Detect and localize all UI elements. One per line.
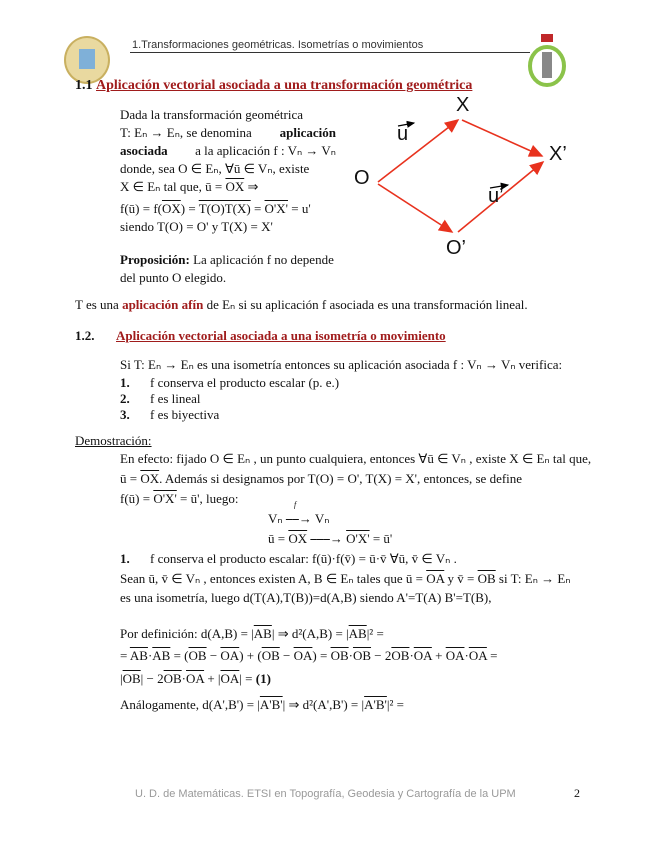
text-segment: − (206, 648, 221, 663)
footer-text: U. D. de Matemáticas. ETSI en Topografía, Geodesia y Cartografía de la UPM (135, 788, 516, 800)
text-segment: Análogamente, d(A',B') = | (120, 697, 260, 712)
text-segment: ) = (180, 201, 199, 216)
text-segment: · (409, 648, 414, 663)
label-x-prime: X’ (549, 143, 567, 165)
text-segment: O'X' (346, 531, 370, 546)
text-segment: $\overline{AB}$ (348, 626, 367, 641)
text-segment: 2. (120, 391, 130, 406)
text-segment: f es biyectiva (150, 407, 220, 422)
text-segment: $\overline{OB}$ (391, 648, 410, 663)
section-1-1-title: Aplicación vectorial asociada a una transformación geométrica (96, 78, 473, 93)
text-segment: = ū' (369, 531, 393, 546)
header-title: 1.Transformaciones geométricas. Isometrías o movimientos (132, 39, 424, 51)
page-number: 2 (574, 786, 580, 800)
intro-line (120, 219, 273, 234)
intro-line (120, 107, 336, 122)
property-text (150, 375, 339, 390)
text-segment: $\overline{OA}$ (293, 648, 313, 663)
intro-line (120, 179, 258, 194)
text-segment: $\overline{OX}$ (225, 179, 245, 194)
text-segment: $\overline{OA}$ (186, 671, 205, 686)
text-segment: $\overline{OB}$ (122, 671, 141, 686)
text-segment: $\overline{OA}$ (426, 571, 445, 586)
text-segment: f(ū) = (120, 491, 154, 506)
text-segment: donde, sea O ∈ Eₙ, ∀ū ∈ Vₙ, existe (120, 161, 310, 176)
text-segment: En efecto: fijado O ∈ Eₙ , un punto cualquiera, entonces ∀ū ∈ Vₙ , existe X ∈ Eₙ tal que, (120, 451, 592, 466)
etsi-crest-logo (525, 32, 569, 88)
text-segment: ) + ( (239, 648, 262, 663)
text-segment: | ⇒ d²(A',B') = | (282, 697, 365, 712)
text-segment: $\overline{OB}$ (188, 648, 207, 663)
text-segment: $\overline{OA}$ (445, 648, 465, 663)
vector-u-arrow (378, 120, 458, 182)
upm-logo (64, 36, 110, 84)
text-segment: $\overline{AB}$ (152, 648, 171, 663)
o-to-oprime-arrow (378, 184, 452, 232)
text-segment: es una isometría, luego d(T(A),T(B))=d(A,B) siendo A'=T(A) B'=T(B), (120, 590, 492, 605)
prop1-number: 1. (120, 551, 130, 566)
mapping-line (268, 531, 392, 546)
text-segment: $\overline{OA}$ (220, 648, 240, 663)
text-segment: = ū', luego: (176, 491, 239, 506)
text-segment: Vₙ ⎯⎯→ Vₙ (268, 511, 330, 526)
text-segment: $\overline{OX}$ (161, 201, 181, 216)
text-segment: + | (204, 671, 221, 686)
text-segment: = (486, 648, 498, 663)
property-text (150, 391, 201, 406)
text-segment: − (279, 648, 294, 663)
proof-line (120, 648, 497, 663)
affine-line (75, 297, 528, 312)
text-segment: O'X' (264, 201, 288, 216)
text-segment: $\overline{OX}$ (288, 531, 308, 546)
label-x: X (456, 94, 470, 116)
text-segment: $\overline{OA}$ (468, 648, 487, 663)
text-segment: $\overline{AB}$ (129, 648, 148, 663)
section-1-2-title: Aplicación vectorial asociada a una isometría o movimiento (116, 328, 446, 343)
proposition-text: La aplicación f no depende (189, 252, 334, 267)
intro-line (120, 201, 311, 216)
demonstration-label: Demostración: (75, 433, 152, 448)
text-segment: ⇒ (244, 179, 259, 194)
text-segment: . Además si designamos por T(O) = O', T(X) = X', entonces, se define (159, 471, 523, 486)
text-segment: (1) (255, 671, 271, 686)
text-segment: |² = (386, 697, 404, 712)
proposition (120, 252, 334, 267)
text-segment: a la aplicación f : Vₙ → Vₙ (195, 143, 336, 158)
property-number (120, 407, 130, 422)
proposition-text-2: del punto O elegido. (120, 270, 227, 285)
text-segment: | ⇒ d²(A,B) = | (271, 626, 349, 641)
text-segment: = (250, 201, 265, 216)
text-segment: T: Eₙ → Eₙ, se denomina (120, 125, 252, 140)
label-o: O (354, 167, 370, 189)
text-segment: aplicación afín (122, 297, 204, 312)
text-segment: O'X' (153, 491, 177, 506)
section-1-2-number: 1.2. (75, 328, 95, 343)
header-rule (130, 52, 530, 53)
demo-line (120, 451, 591, 466)
property-number (120, 391, 130, 406)
intro-line (120, 161, 336, 176)
text-segment: |² = (366, 626, 384, 641)
text-segment: Dada la transformación geométrica (120, 107, 303, 122)
text-segment: · (464, 648, 469, 663)
text-segment: T(O)T(X) (198, 201, 251, 216)
text-segment: $\overline{OB}$ (477, 571, 496, 586)
text-segment: de Eₙ si su aplicación f asociada es una transformación lineal. (203, 297, 528, 312)
label-o-prime: O’ (446, 237, 466, 259)
label-u: u (397, 123, 409, 145)
text-segment: + (431, 648, 446, 663)
text-segment: A'B' (364, 697, 387, 712)
sean-line (120, 571, 571, 586)
proof-line (120, 671, 271, 686)
text-segment: ū = (120, 471, 141, 486)
sean-line (120, 590, 491, 605)
text-segment: X ∈ Eₙ tal que, ū = (120, 179, 226, 194)
text-segment: $\overline{OB}$ (163, 671, 182, 686)
text-segment: $\overline{AB}$ (253, 626, 272, 641)
text-segment: aplicación (279, 125, 336, 140)
demo-line (120, 471, 522, 486)
text-segment: = (120, 648, 130, 663)
text-segment: · (147, 648, 153, 663)
proof-line (120, 697, 404, 712)
text-segment: y v̄ = (444, 571, 478, 586)
text-segment: ) = (312, 648, 331, 663)
text-segment: si T: Eₙ → Eₙ (495, 571, 571, 586)
text-segment: f es lineal (150, 391, 201, 406)
intro-line (120, 143, 336, 158)
text-segment: asociada (120, 143, 168, 158)
proof-line (120, 626, 384, 641)
label-u-prime: u’ (488, 185, 504, 207)
text-segment: 3. (120, 407, 130, 422)
text-segment: = ( (170, 648, 189, 663)
text-segment: f(ū) = f( (120, 201, 162, 216)
text-segment: ū = (268, 531, 289, 546)
text-segment: · (181, 671, 187, 686)
text-segment: | (120, 671, 123, 686)
text-segment: $\overline{OB}$ (352, 648, 372, 663)
x-to-xprime-arrow (462, 120, 542, 156)
text-segment: $\overline{OB}$ (261, 648, 280, 663)
proposition-label: Proposición: (120, 252, 190, 267)
property-number (120, 375, 130, 390)
text-segment: Por definición: d(A,B) = | (120, 626, 254, 641)
text-segment: T es una (75, 297, 123, 312)
text-segment: $\overline{OB}$ (330, 648, 349, 663)
text-segment: f conserva el producto escalar (p. e.) (150, 375, 340, 390)
text-segment: 1. (120, 375, 130, 390)
text-segment: $\overline{OA}$ (413, 648, 432, 663)
text-segment: · (348, 648, 353, 663)
text-segment: A'B' (259, 697, 283, 712)
section-1-1-number: 1.1 (75, 78, 93, 93)
mapping-f-label: f (294, 500, 297, 509)
text-segment: | − 2 (140, 671, 164, 686)
text-segment: Sean ū, v̄ ∈ Vₙ , entonces existen A, B ∈ Eₙ tales que ū = (120, 571, 427, 586)
intro-line (120, 125, 336, 140)
isometry-intro: Si T: Eₙ → Eₙ es una isometría entonces su aplicación asociada f : Vₙ → Vₙ verifica: (120, 357, 563, 372)
demo-line (120, 491, 238, 506)
text-segment: $\overline{OX}$ (140, 471, 160, 486)
text-segment: siendo T(O) = O' y T(X) = X' (120, 219, 273, 234)
text-segment: = u' (288, 201, 311, 216)
text-segment: ⎯⎯⎯→ (307, 531, 347, 546)
text-segment: − 2 (371, 648, 392, 663)
prop1-text: f conserva el producto escalar: f(ū)·f(v̄) = ū·v̄ ∀ū, v̄ ∈ Vₙ . (150, 551, 457, 566)
mapping-line (268, 511, 329, 526)
property-text (150, 407, 219, 422)
text-segment: | = (239, 671, 256, 686)
text-segment: $\overline{OA}$ (220, 671, 240, 686)
